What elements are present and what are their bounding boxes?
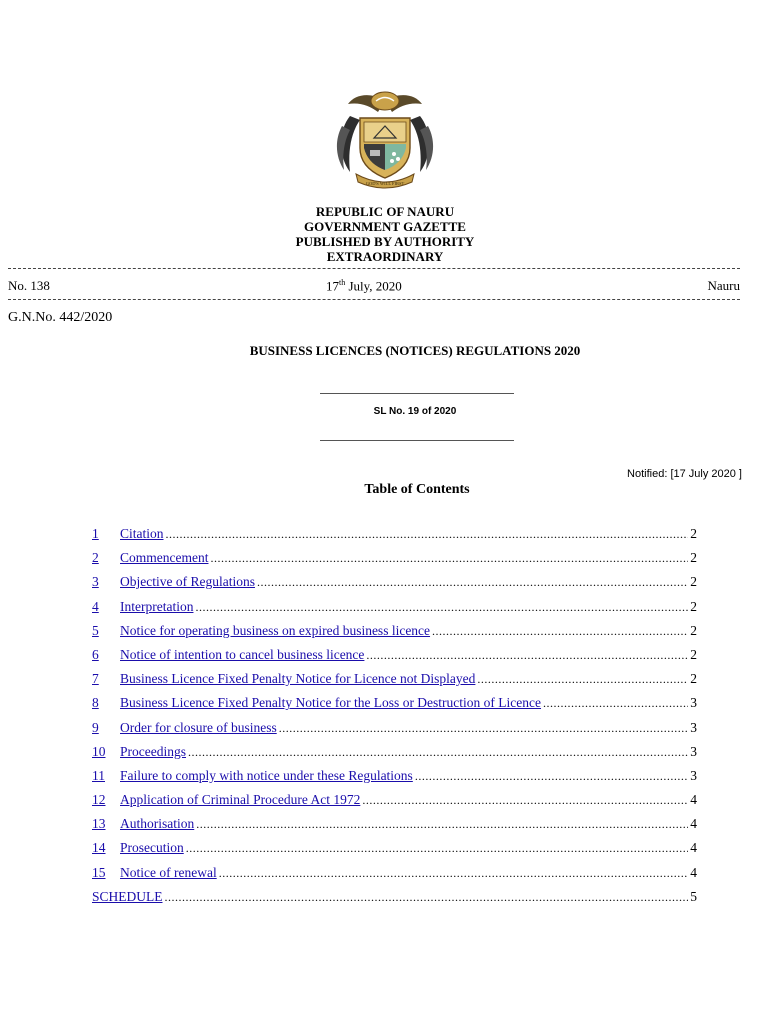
toc-row [92, 623, 697, 647]
toc-row [92, 671, 697, 695]
toc-row [92, 720, 697, 744]
toc-page: 4 [690, 792, 697, 808]
coat-of-arms-icon [330, 86, 440, 192]
toc-row [92, 647, 697, 671]
toc-link-failure-comply[interactable]: Failure to comply with notice under these Regulations [120, 767, 413, 783]
toc-page: 2 [690, 526, 697, 541]
toc-row [92, 574, 697, 598]
toc-page: 2 [690, 598, 697, 614]
svg-text:GOD'S WILL FIRST: GOD'S WILL FIRST [365, 181, 405, 186]
toc-number[interactable]: 4 [92, 598, 99, 614]
toc-number[interactable]: 14 [92, 840, 106, 856]
toc-page: 4 [690, 864, 697, 880]
toc-heading: Table of Contents [364, 482, 470, 497]
toc-link-objective[interactable]: Objective of Regulations [120, 574, 255, 590]
toc-page: 4 [690, 816, 697, 832]
toc-link-penalty-loss[interactable]: Business Licence Fixed Penalty Notice for the Loss or Destruction of Licence [120, 695, 542, 711]
toc-link-prosecution[interactable]: Prosecution [120, 840, 184, 856]
toc-page: 5 [690, 888, 697, 904]
notified-date: Notified: [17 July 2020 ] [627, 468, 742, 480]
toc-page: 2 [690, 622, 697, 638]
toc-number[interactable]: 12 [92, 792, 106, 808]
toc-row [92, 526, 697, 550]
toc-link-criminal-procedure[interactable]: Application of Criminal Procedure Act 1972 [120, 792, 361, 808]
toc-link-renewal[interactable]: Notice of renewal [120, 864, 217, 880]
issue-place: Nauru [707, 278, 740, 293]
toc-row [92, 865, 697, 889]
divider-top [8, 268, 740, 269]
toc-row [92, 768, 697, 792]
toc-row [92, 550, 697, 574]
toc-link-penalty-not-displayed[interactable]: Business Licence Fixed Penalty Notice for Licence not Displayed [120, 671, 476, 687]
masthead-country: REPUBLIC OF NAURU [315, 204, 455, 219]
toc-number[interactable]: 13 [92, 816, 106, 832]
issue-date: 17th July, 2020 [326, 278, 402, 294]
toc-page: 2 [690, 646, 697, 662]
toc-row [92, 792, 697, 816]
gazette-notice-number: G.N.No. 442/2020 [8, 310, 113, 325]
toc-link-closure[interactable]: Order for closure of business [120, 719, 277, 735]
toc-page: 2 [690, 671, 697, 687]
toc-link-proceedings[interactable]: Proceedings [120, 743, 186, 759]
toc-link-interpretation[interactable]: Interpretation [120, 598, 194, 614]
rule-above-sl [320, 393, 514, 394]
masthead-edition: EXTRAORDINARY [326, 249, 444, 264]
table-of-contents [92, 526, 697, 913]
toc-number[interactable]: 5 [92, 622, 99, 638]
toc-number[interactable]: 10 [92, 743, 106, 759]
toc-page: 3 [690, 695, 697, 711]
toc-page: 2 [690, 574, 697, 590]
toc-page: 4 [690, 840, 697, 856]
toc-page: 3 [690, 743, 697, 759]
masthead-gazette: GOVERNMENT GAZETTE [304, 219, 466, 234]
toc-number[interactable]: 1 [92, 526, 99, 541]
toc-number[interactable]: 7 [92, 671, 99, 687]
toc-row [92, 695, 697, 719]
rule-below-sl [320, 440, 514, 441]
toc-number[interactable]: 8 [92, 695, 99, 711]
toc-number[interactable]: 11 [92, 767, 105, 783]
toc-link-commencement[interactable]: Commencement [120, 550, 209, 566]
toc-page: 3 [690, 767, 697, 783]
masthead-authority: PUBLISHED BY AUTHORITY [295, 234, 475, 249]
toc-number[interactable]: 3 [92, 574, 99, 590]
toc-link-citation[interactable]: Citation [120, 526, 164, 541]
toc-row [92, 889, 697, 913]
toc-row [92, 599, 697, 623]
toc-link-authorisation[interactable]: Authorisation [120, 816, 195, 832]
issue-number: No. 138 [8, 278, 50, 293]
toc-link-schedule[interactable]: SCHEDULE [92, 888, 163, 904]
divider-bottom [8, 299, 740, 300]
toc-number[interactable]: 15 [92, 864, 106, 880]
sl-number: SL No. 19 of 2020 [373, 406, 457, 417]
toc-number[interactable]: 9 [92, 719, 99, 735]
toc-number[interactable]: 6 [92, 646, 99, 662]
toc-link-expired-licence[interactable]: Notice for operating business on expired business licence [120, 622, 431, 638]
toc-page: 2 [690, 550, 697, 566]
document-title: BUSINESS LICENCES (NOTICES) REGULATIONS 2020 [249, 343, 581, 358]
toc-link-cancel-licence[interactable]: Notice of intention to cancel business licence [120, 646, 365, 662]
toc-number[interactable]: 2 [92, 550, 99, 566]
toc-row [92, 840, 697, 864]
toc-row [92, 816, 697, 840]
toc-row [92, 744, 697, 768]
toc-page: 3 [690, 719, 697, 735]
